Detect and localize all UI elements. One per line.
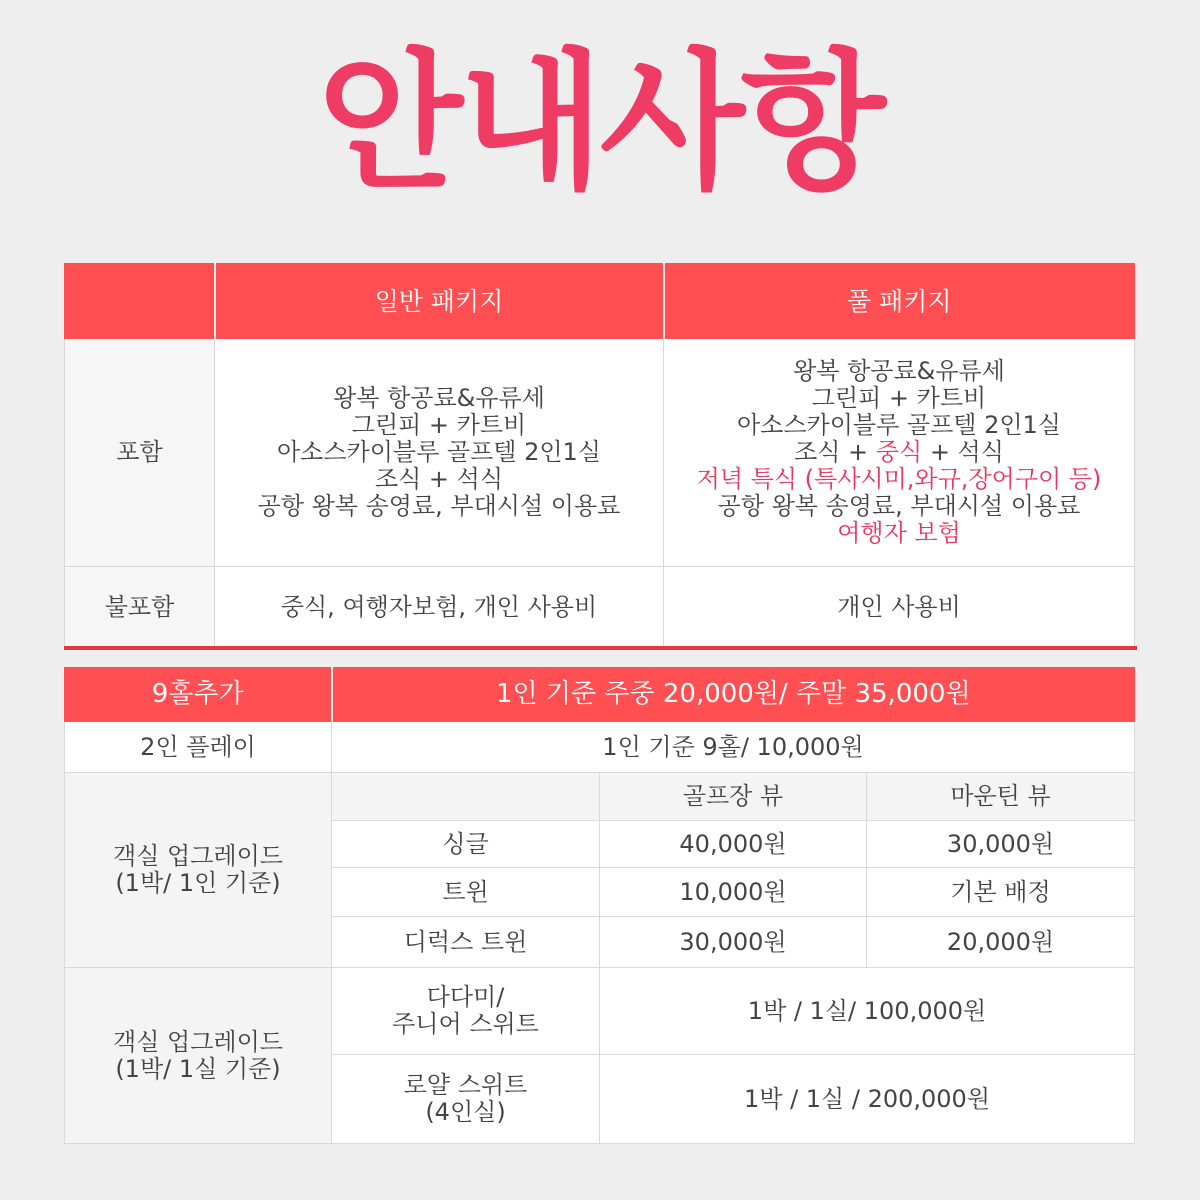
general-excluded-cell: 중식, 여행자보험, 개인 사용비 xyxy=(215,567,664,648)
package-comparison-table xyxy=(64,263,1135,648)
suite-type-line: 로얄 스위트 xyxy=(403,1071,528,1099)
full-included-item: 아소스카이블루 골프텔 2인1실 xyxy=(736,411,1061,439)
two-player-label: 2인 플레이 xyxy=(65,722,332,773)
room-type: 디럭스 트윈 xyxy=(332,917,600,968)
room-type: 트윈 xyxy=(332,868,600,917)
upgrade-label-line: (1박/ 1실 기준) xyxy=(115,1054,281,1083)
golf-view-price: 10,000원 xyxy=(600,868,867,917)
full-included-item: 그린피 + 카트비 xyxy=(811,384,987,412)
insurance-highlight: 여행자 보험 xyxy=(837,519,961,547)
special-dinner-highlight: 저녁 특식 (특사시미,와규,장어구이 등) xyxy=(696,465,1102,493)
room-upgrade-room-label xyxy=(65,968,332,1144)
mountain-view-price: 30,000원 xyxy=(867,821,1135,868)
upgrade-label-line: 객실 업그레이드 xyxy=(113,842,283,870)
mountain-view-price: 20,000원 xyxy=(867,917,1135,968)
suite-price: 1박 / 1실 / 200,000원 xyxy=(600,1055,1135,1144)
included-row xyxy=(65,339,1135,567)
full-included-item: 공항 왕복 송영료, 부대시설 이용료 xyxy=(717,492,1081,520)
excluded-row xyxy=(65,567,1135,648)
golf-view-price: 40,000원 xyxy=(600,821,867,868)
package-header-row xyxy=(65,264,1135,339)
meal-text: 조식 + xyxy=(794,438,876,466)
nine-holes-row xyxy=(65,668,1135,722)
two-player-value: 1인 기준 9홀/ 10,000원 xyxy=(332,722,1135,773)
mountain-view-price: 기본 배정 xyxy=(867,868,1135,917)
suite-type-line: 주니어 스위트 xyxy=(392,1010,539,1038)
section-divider xyxy=(64,646,1137,650)
golf-view-price: 30,000원 xyxy=(600,917,867,968)
full-included-cell xyxy=(664,339,1135,567)
general-included-item: 아소스카이블루 골프텔 2인1실 xyxy=(276,438,601,466)
header-full-package: 풀 패키지 xyxy=(664,264,1135,339)
nine-holes-value: 1인 기준 주중 20,000원/ 주말 35,000원 xyxy=(332,668,1135,722)
full-excluded-cell: 개인 사용비 xyxy=(664,567,1135,648)
general-included-item: 조식 + 석식 xyxy=(374,465,504,493)
header-general-package: 일반 패키지 xyxy=(215,264,664,339)
general-included-item: 왕복 항공료&유류세 xyxy=(333,384,545,412)
page-title: 안내사항 xyxy=(318,36,882,210)
room-type: 싱글 xyxy=(332,821,600,868)
suite-price: 1박 / 1실/ 100,000원 xyxy=(600,968,1135,1055)
room-upgrade-person-label xyxy=(65,773,332,968)
upgrade-label-line: (1박/ 1인 기준) xyxy=(115,869,281,897)
view-header-blank xyxy=(332,773,600,821)
two-player-row xyxy=(65,722,1135,773)
view-header-row xyxy=(65,773,1135,821)
general-included-cell xyxy=(215,339,664,567)
suite-type xyxy=(332,968,600,1055)
options-table xyxy=(64,667,1135,1144)
lunch-highlight: 중식 xyxy=(875,438,923,466)
suite-row xyxy=(65,968,1135,1055)
header-blank-cell xyxy=(65,264,215,339)
suite-type-line: 다다미/ xyxy=(426,983,505,1011)
general-included-item: 그린피 + 카트비 xyxy=(351,411,527,439)
golf-view-header: 골프장 뷰 xyxy=(600,773,867,821)
full-included-item: 왕복 항공료&유류세 xyxy=(793,357,1005,385)
full-included-item xyxy=(664,439,1134,466)
suite-type-line: (4인실) xyxy=(425,1098,506,1126)
meal-text: + 석식 xyxy=(922,438,1004,466)
included-label: 포함 xyxy=(65,339,215,567)
excluded-label: 불포함 xyxy=(65,567,215,648)
mountain-view-header: 마운틴 뷰 xyxy=(867,773,1135,821)
general-included-item: 공항 왕복 송영료, 부대시설 이용료 xyxy=(257,492,621,520)
suite-type xyxy=(332,1055,600,1144)
upgrade-label-line: 객실 업그레이드 xyxy=(113,1027,283,1056)
nine-holes-label: 9홀추가 xyxy=(65,668,332,722)
